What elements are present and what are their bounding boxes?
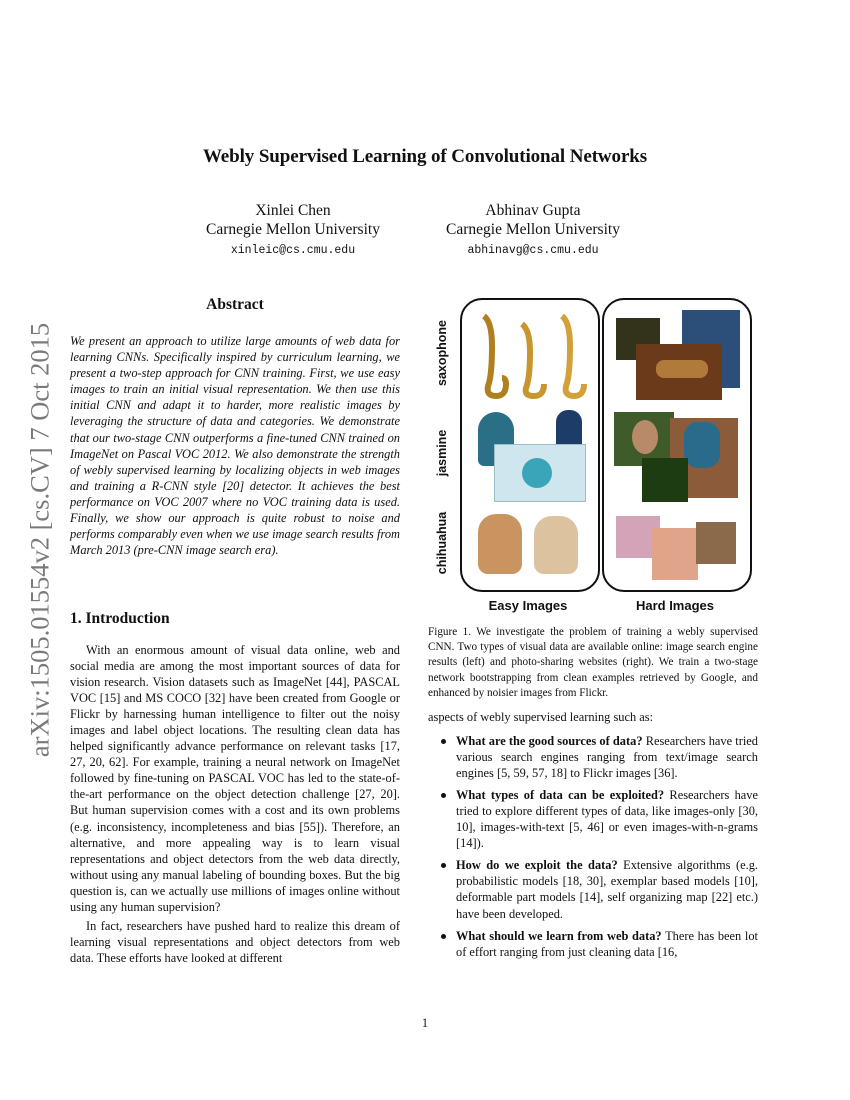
figure-1 — [428, 296, 758, 618]
question-list — [428, 733, 758, 960]
author-1 — [193, 201, 393, 260]
author-email: xinleic@cs.cmu.edu — [230, 244, 356, 257]
bullet-icon — [441, 739, 446, 744]
row-label-chihuahua: chihuahua — [435, 511, 449, 575]
easy-images-label: Easy Images — [488, 598, 568, 613]
intro-paragraph-2: In fact, researchers have pushed hard to realize this dream of learning visual representations and object detectors from web data. These efforts have looked at different — [70, 918, 400, 965]
chihuahua-photos-hard — [616, 514, 740, 584]
row-label-saxophone: saxophone — [435, 320, 449, 386]
intro-heading: 1. Introduction — [70, 610, 170, 627]
row-label-jasmine: jasmine — [435, 429, 449, 477]
bullet-icon — [441, 793, 446, 798]
author-name: Abhinav Gupta — [485, 202, 581, 219]
bullet-icon — [441, 863, 446, 868]
hard-images-label: Hard Images — [635, 598, 715, 613]
author-name: Xinlei Chen — [255, 202, 331, 219]
jasmine-photos-easy — [472, 408, 590, 500]
list-item: How do we exploit the data? Extensive algorithms (e.g. probabilistic models [18, 30], exemplar based models [10], deformable part models [14], self organizing map [22] etc.) have been developed. — [428, 857, 758, 921]
list-item: What types of data can be exploited? Researchers have tried to explore different types of data, like images-only [30, 10], images-with-text [5, 46] or even images-with-n-grams [14]). — [428, 787, 758, 851]
figure-1-caption: Figure 1. We investigate the problem of training a webly supervised CNN. Two types of visual data are available online: image search engine results (left) and photo-sharing websites (right). We train a two-stage network bootstrapping from clean examples retrieved by Google, and enhanced by noisier images from Flickr. — [428, 626, 758, 699]
right-column — [428, 709, 758, 966]
abstract-heading: Abstract — [206, 296, 264, 313]
paper-title: Webly Supervised Learning of Convolutional Networks — [202, 146, 648, 167]
list-item: What should we learn from web data? There has been lot of effort ranging from just cleaning data [16, — [428, 928, 758, 960]
author-affiliation: Carnegie Mellon University — [206, 221, 380, 238]
arxiv-stamp — [10, 300, 70, 780]
intro-paragraph-1: With an enormous amount of visual data online, web and social media are among the most important sources of data for vision research. Vision datasets such as ImageNet [44], PASCAL VOC [15] and MS COCO [32] have been created from Google or Flickr by harnessing human intelligence to filter out the noisy images and label object locations. The resulting clean data has helped significantly advance performance on relevant tasks [17, 27, 20, 62]. For example, training a neural network on ImageNet followed by fine-tuning on PASCAL VOC has led to the state-of-the-art performance on the object detection challenge [27, 20]. But human supervision comes with a cost and its own problems (e.g. inconsistency, incompleteness and bias [55]). Therefore, an alternative, and more appealing way is to learn visual representations and object detectors from the web data directly, without using any manual labeling of bounding boxes. But the big question is, can we actually use millions of images online without using any human supervision? — [70, 643, 400, 914]
saxophone-photos-easy — [470, 310, 590, 400]
arxiv-stamp-text: arXiv:1505.01554v2 [cs.CV] 7 Oct 2015 — [24, 322, 55, 758]
author-affiliation: Carnegie Mellon University — [446, 221, 620, 238]
intro-column — [70, 642, 400, 966]
abstract-body: We present an approach to utilize large amounts of web data for learning CNNs. Specifically inspired by curriculum learning, we present a two-step approach for CNN training. First, we use easy images to train an initial visual representation. We then use this initial CNN and adapt it to harder, more realistic images by leveraging the structure of data and categories. We demonstrate that our two-stage CNN outperforms a fine-tuned CNN trained on ImageNet on Pascal VOC 2012. We also demonstrate the strength of webly supervised learning by localizing objects in web images and training a R-CNN style [20] detector. It achieves the best performance on VOC 2007 where no VOC training data is used. Finally, we show our approach is quite robust to noise and performs comparably even when we use image search results from March 2013 (pre-CNN image search era). — [70, 334, 400, 558]
right-lead: aspects of webly supervised learning such as: — [428, 710, 654, 724]
jasmine-photos-hard — [614, 412, 742, 502]
chihuahua-photos-easy — [474, 510, 592, 582]
bullet-icon — [441, 934, 446, 939]
author-2 — [433, 201, 633, 260]
list-item: What are the good sources of data? Researchers have tried various search engines ranging from text/image search engines [5, 59, 57, 18] to Flickr images [36]. — [428, 733, 758, 781]
page-number: 1 — [421, 1016, 429, 1030]
author-email: abhinavg@cs.cmu.edu — [467, 244, 599, 257]
saxophone-photos-hard — [616, 310, 742, 406]
